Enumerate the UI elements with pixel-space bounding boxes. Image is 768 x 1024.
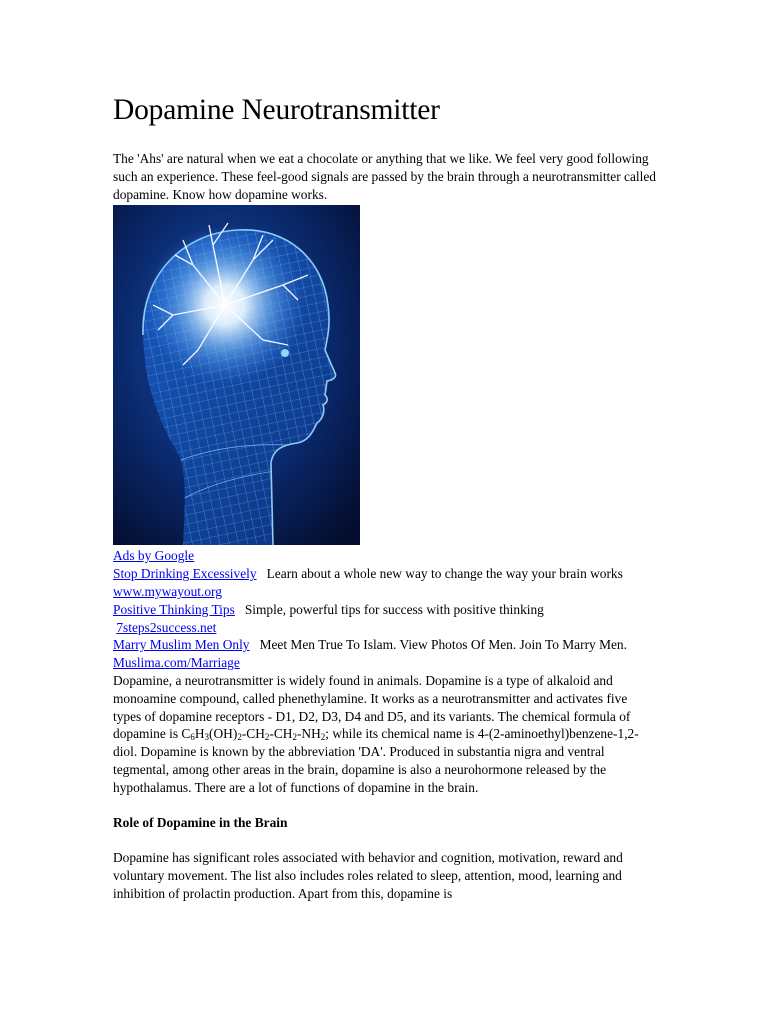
- ads-by-google-link[interactable]: Ads by Google: [113, 548, 195, 564]
- ad-link-marry-muslim[interactable]: Marry Muslim Men Only: [113, 637, 250, 653]
- ad-url-7steps[interactable]: 7steps2success.net: [116, 619, 217, 635]
- ad-text: Simple, powerful tips for success with positive thinking: [244, 601, 544, 617]
- glowing-brain-head-illustration-icon: [113, 205, 360, 545]
- google-ads-block: [113, 547, 658, 672]
- subscript: 2: [237, 732, 242, 743]
- subscript: 2: [292, 732, 297, 743]
- ad-url-mywayout[interactable]: www.mywayout.org: [113, 583, 222, 599]
- body-text: ; while its chemical name is 4-(2-aminoethyl)benzene-1,2-diol. Dopamine is known by the abbreviation 'DA'. Produced in substantia nigra and ventral tegmental, among other areas in the brain, dopamine is also a neurohormone released by the hypothalamus. There are a lot of functions of dopamine in the brain.: [113, 726, 639, 795]
- intro-paragraph: The 'Ahs' are natural when we eat a chocolate or anything that we like. We feel very good following such an experience. These feel-good signals are passed by the brain through a neurotransmitter called dopamine. Know how dopamine works.: [113, 151, 656, 202]
- brain-head-image: [113, 205, 360, 545]
- body-text: Dopamine, a neurotransmitter is widely found in animals. Dopamine is a type of alkaloid and monoamine compound, called phenethylamine. It works as a neurotransmitter and activates five types of dopamine receptors - D1, D2, D3, D4 and D5, and its variants. The chemical formula of dopamine is C: [113, 672, 631, 742]
- body-text: H: [194, 726, 205, 742]
- subscript: 2: [264, 732, 270, 743]
- ad-link-positive-thinking[interactable]: Positive Thinking Tips: [113, 601, 235, 617]
- body-text: -CH: [269, 726, 293, 742]
- article-content: [113, 92, 658, 903]
- ad-item: [113, 636, 658, 672]
- ad-item: [113, 565, 658, 601]
- body-text: -CH: [241, 726, 265, 742]
- body-text: -NH: [296, 726, 321, 742]
- ad-link-stop-drinking[interactable]: Stop Drinking Excessively: [113, 566, 257, 582]
- ad-item: [113, 601, 658, 637]
- subscript: 3: [204, 732, 210, 743]
- ad-text: Learn about a whole new way to change the way your brain works: [266, 566, 623, 582]
- subscript: 2: [320, 732, 326, 743]
- subscript: 6: [190, 732, 195, 743]
- ad-text: Meet Men True To Islam. View Photos Of Men. Join To Marry Men.: [259, 637, 627, 653]
- body-paragraph-2: Dopamine has significant roles associated with behavior and cognition, motivation, reward and voluntary movement. The list also includes roles related to sleep, attention, mood, learning and inhibition of prolactin production. Apart from this, dopamine is: [113, 850, 623, 901]
- ad-url-muslima[interactable]: Muslima.com/Marriage: [113, 655, 240, 671]
- section-heading: Role of Dopamine in the Brain: [113, 814, 288, 830]
- page-title: Dopamine Neurotransmitter: [113, 94, 440, 126]
- body-paragraph-1: [113, 672, 658, 797]
- body-text: (OH): [209, 726, 238, 742]
